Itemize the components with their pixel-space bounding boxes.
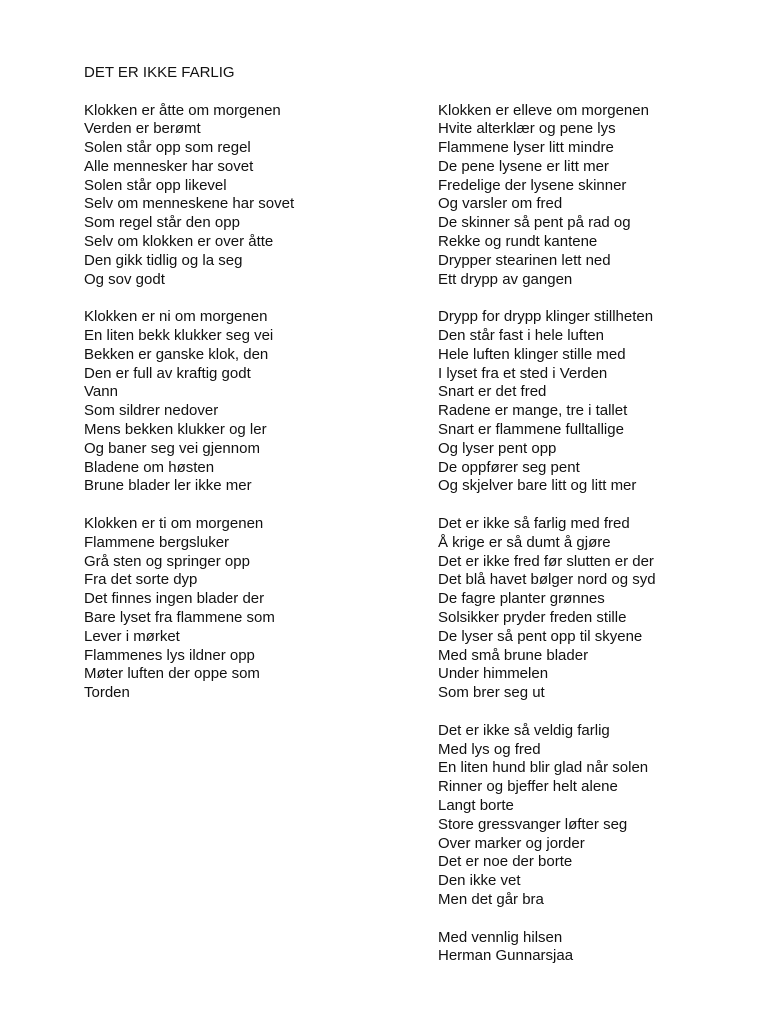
poem-line: Som regel står den opp <box>84 214 240 232</box>
poem-line: Fra det sorte dyp <box>84 571 198 589</box>
poem-line: Og varsler om fred <box>438 195 563 213</box>
poem-line: Langt borte <box>438 796 514 814</box>
poem-line: Grå sten og springer opp <box>84 552 250 570</box>
poem-line: Flammene bergsluker <box>84 533 230 551</box>
poem-line: Flammenes lys ildner opp <box>84 646 255 664</box>
poem-line: Med lys og fred <box>438 740 541 758</box>
stanza <box>84 308 294 496</box>
poem-line: Og skjelver bare litt og litt mer <box>438 477 637 495</box>
poem-line: Bladene om høsten <box>84 458 215 476</box>
left-column <box>84 102 294 722</box>
poem-line: Fredelige der lysene skinner <box>438 176 627 194</box>
poem-line: De lyser så pent opp til skyene <box>438 627 643 645</box>
poem-line: En liten hund blir glad når solen <box>438 759 649 777</box>
poem-line: Det er ikke så farlig med fred <box>438 515 630 533</box>
poem-line: Bekken er ganske klok, den <box>84 345 269 363</box>
poem-line: Den gikk tidlig og la seg <box>84 251 243 269</box>
poem-line: Det blå havet bølger nord og syd <box>438 571 656 589</box>
poem-line: Selv om menneskene har sovet <box>84 195 295 213</box>
poem-line: Hvite alterklær og pene lys <box>438 120 616 138</box>
signature-greeting: Med vennlig hilsen <box>438 928 563 946</box>
poem-line: Selv om klokken er over åtte <box>84 233 274 251</box>
stanza <box>84 102 294 290</box>
poem-title: DET ER IKKE FARLIG <box>84 64 235 81</box>
poem-line: Solsikker pryder freden stille <box>438 609 627 627</box>
poem-line: De skinner så pent på rad og <box>438 214 631 232</box>
poem-line: Flammene lyser litt mindre <box>438 139 614 157</box>
poem-line: Verden er berømt <box>84 120 201 138</box>
poem-line: Radene er mange, tre i tallet <box>438 402 628 420</box>
stanza <box>438 515 656 703</box>
poem-line: Mens bekken klukker og ler <box>84 421 267 439</box>
poem-line: Solen står opp likevel <box>84 176 227 194</box>
poem-line: Men det går bra <box>438 890 544 908</box>
signature <box>438 929 656 967</box>
poem-line: Lever i mørket <box>84 627 180 645</box>
poem-line: Det finnes ingen blader der <box>84 590 265 608</box>
poem-line: Det er ikke fred før slutten er der <box>438 552 654 570</box>
poem-line: Møter luften der oppe som <box>84 665 260 683</box>
stanza <box>84 515 294 703</box>
poem-line: De oppfører seg pent <box>438 458 580 476</box>
poem-line: Og baner seg vei gjennom <box>84 439 260 457</box>
poem-line: Rekke og rundt kantene <box>438 233 598 251</box>
poem-line: Torden <box>84 684 130 702</box>
signature-name: Herman Gunnarsjaa <box>438 947 574 965</box>
stanza <box>438 722 656 910</box>
poem-line: Brune blader ler ikke mer <box>84 477 252 495</box>
poem-line: Den er full av kraftig godt <box>84 364 251 382</box>
poem-line: Klokken er elleve om morgenen <box>438 101 649 119</box>
poem-line: Det er ikke så veldig farlig <box>438 721 610 739</box>
stanza <box>438 102 656 290</box>
poem-line: Vann <box>84 383 118 401</box>
poem-line: Drypp for drypp klinger stillheten <box>438 308 654 326</box>
poem-line: Solen står opp som regel <box>84 139 251 157</box>
poem-line: Som sildrer nedover <box>84 402 219 420</box>
poem-line: Store gressvanger løfter seg <box>438 815 628 833</box>
poem-line: Klokken er ni om morgenen <box>84 308 268 326</box>
poem-line: Alle mennesker har sovet <box>84 157 254 175</box>
right-column <box>438 102 656 985</box>
poem-line: Som brer seg ut <box>438 684 545 702</box>
poem-line: De pene lysene er litt mer <box>438 157 609 175</box>
poem-line: Å krige er så dumt å gjøre <box>438 533 611 551</box>
poem-line: De fagre planter grønnes <box>438 590 605 608</box>
poem-line: Ett drypp av gangen <box>438 270 573 288</box>
poem-line: Den ikke vet <box>438 872 521 890</box>
poem-line: Med små brune blader <box>438 646 589 664</box>
poem-line: Klokken er ti om morgenen <box>84 515 264 533</box>
poem-line: Drypper stearinen lett ned <box>438 251 611 269</box>
poem-line: Og sov godt <box>84 270 165 288</box>
poem-line: Hele luften klinger stille med <box>438 345 626 363</box>
poem-line: Under himmelen <box>438 665 549 683</box>
poem-line: Rinner og bjeffer helt alene <box>438 778 618 796</box>
poem-line: Over marker og jorder <box>438 834 585 852</box>
poem-line: Snart er flammene fulltallige <box>438 421 624 439</box>
poem-line: Bare lyset fra flammene som <box>84 609 275 627</box>
poem-line: I lyset fra et sted i Verden <box>438 364 608 382</box>
poem-line: Snart er det fred <box>438 383 547 401</box>
poem-line: Det er noe der borte <box>438 853 573 871</box>
stanza <box>438 308 656 496</box>
poem-line: Den står fast i hele luften <box>438 327 604 345</box>
poem-line: Klokken er åtte om morgenen <box>84 101 281 119</box>
poem-line: Og lyser pent opp <box>438 439 557 457</box>
poem-line: En liten bekk klukker seg vei <box>84 327 274 345</box>
